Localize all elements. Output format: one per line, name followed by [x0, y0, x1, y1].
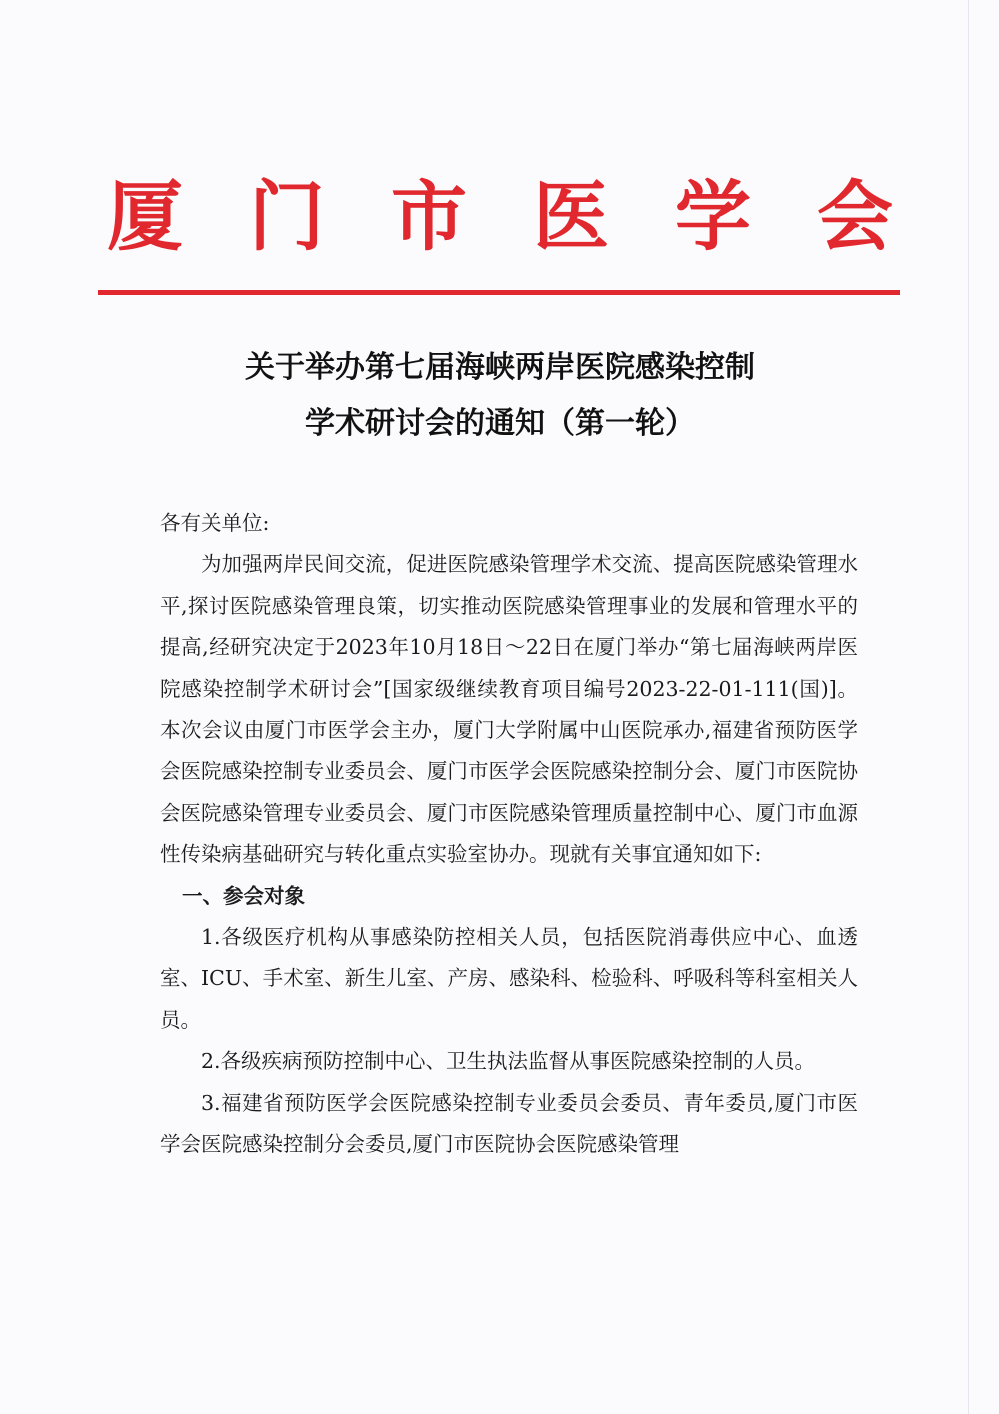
letterhead-char: 门 — [249, 172, 325, 261]
letterhead-char: 厦 — [107, 172, 183, 261]
letterhead-char: 学 — [675, 172, 751, 261]
salutation: 各有关单位: — [160, 511, 270, 535]
document-title-line-2: 学术研讨会的通知（第一轮） — [305, 406, 695, 441]
attendee-item-2: 2.各级疾病预防控制中心、卫生执法监督从事医院感染控制的人员。 — [201, 1049, 816, 1074]
section-heading-attendees: 一、参会对象 — [182, 883, 305, 908]
letterhead-char: 医 — [533, 172, 609, 261]
letterhead — [100, 172, 900, 262]
document-title-line-1: 关于举办第七届海峡两岸医院感染控制 — [245, 350, 755, 385]
letterhead-char: 会 — [817, 172, 893, 261]
scan-edge-line — [968, 0, 969, 1414]
attendee-item-1: 1.各级医疗机构从事感染防控相关人员，包括医院消毒供应中心、血透室、ICU、手术室、新生儿室、产房、感染科、检验科、呼吸科等科室相关人员。 — [160, 925, 858, 1032]
intro-paragraph: 为加强两岸民间交流，促进医院感染管理学术交流、提高医院感染管理水平,探讨医院感染管理良策，切实推动医院感染管理事业的发展和管理水平的提高,经研究决定于2023年10月18日～22日在厦门举办“第七届海峡两岸医院感染控制学术研讨会”[国家级继续教育项目编号2023-22-01-111(国)]。本次会议由厦门市医学会主办，厦门大学附属中山医院承办,福建省预防医学会医院感染控制专业委员会、厦门市医学会医院感染控制分会、厦门市医院协会医院感染管理专业委员会、厦门市医院感染管理质量控制中心、厦门市血源性传染病基础研究与转化重点实验室协办。现就有关事宜通知如下: — [160, 552, 858, 867]
letterhead-red-rule — [98, 290, 900, 295]
document-title — [100, 340, 900, 452]
attendee-item-3: 3.福建省预防医学会医院感染控制专业委员会委员、青年委员,厦门市医学会医院感染控制分会委员,厦门市医院协会医院感染管理 — [160, 1090, 858, 1157]
document-body — [160, 503, 858, 1166]
letterhead-char: 市 — [391, 172, 467, 261]
